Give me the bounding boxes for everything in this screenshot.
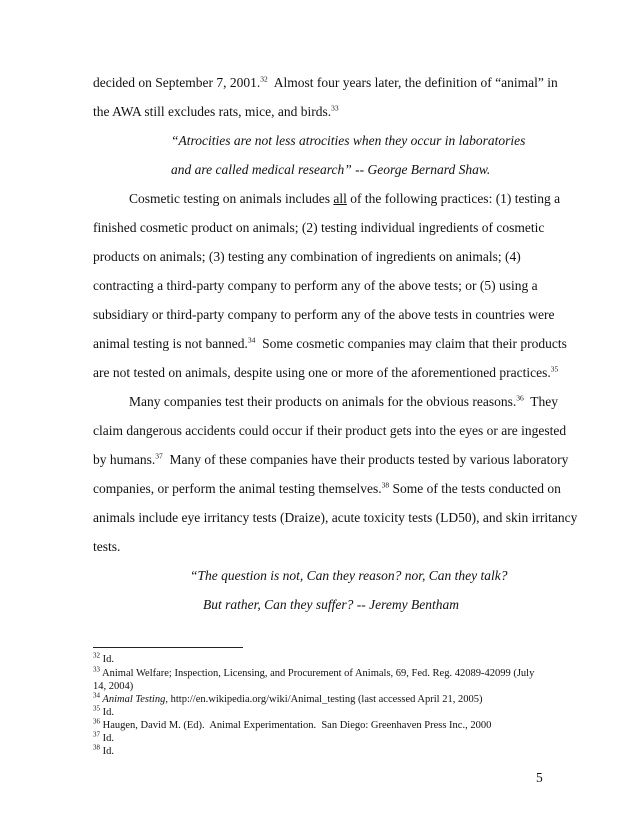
- footnote-number: 37: [93, 730, 100, 739]
- footnote-ref: 32: [260, 74, 268, 84]
- body-line: [93, 75, 558, 91]
- footnote-text: Id.: [100, 654, 114, 665]
- footnote-separator: [93, 647, 243, 648]
- footnote-ref: 36: [516, 393, 524, 403]
- body-line: [129, 394, 558, 410]
- footnote: [93, 717, 492, 732]
- footnote: [93, 651, 114, 666]
- epigraph-line: and are called medical research” -- George Bernard Shaw.: [171, 162, 491, 177]
- epigraph-line: But rather, Can they suffer? -- Jeremy Bentham: [203, 597, 459, 612]
- footnote-number: 35: [93, 704, 100, 713]
- text: Some cosmetic companies may claim that their products: [255, 336, 567, 351]
- epigraph-line: “Atrocities are not less atrocities when they occur in laboratories: [171, 133, 526, 148]
- footnote-number: 34: [93, 691, 100, 700]
- footnote-text: , http://en.wikipedia.org/wiki/Animal_testing (last accessed April 21, 2005): [165, 694, 483, 705]
- text: Almost four years later, the definition of “animal” in: [267, 75, 558, 90]
- footnote-ref: 35: [550, 364, 559, 374]
- text: Many of these companies have their products tested by various laboratory: [162, 452, 569, 467]
- body-line: finished cosmetic product on animals; (2) testing individual ingredients of cosmetic: [93, 220, 545, 235]
- footnote-text: Id.: [100, 746, 114, 757]
- footnote-ref: 34: [247, 335, 256, 345]
- body-line: [93, 365, 558, 381]
- text: of the following practices: (1) testing a: [346, 191, 561, 206]
- footnote-text: Animal Welfare; Inspection, Licensing, and Procurement of Animals, 69, Fed. Reg. 42089-42099 (July: [100, 668, 535, 679]
- text: They: [523, 394, 559, 409]
- emphasis-text: all: [333, 191, 347, 206]
- text: Many companies test their products on animals for the obvious reasons.: [129, 394, 517, 409]
- text: Cosmetic testing on animals includes: [129, 191, 334, 206]
- footnote-ref: 33: [331, 103, 339, 113]
- text: Some of the tests conducted on: [389, 481, 561, 496]
- text: companies, or perform the animal testing themselves.: [93, 481, 382, 496]
- text: decided on September 7, 2001.: [93, 75, 261, 90]
- epigraph-line: “The question is not, Can they reason? nor, Can they talk?: [190, 568, 508, 583]
- footnote: [93, 691, 483, 706]
- footnote-text: Id.: [100, 733, 114, 744]
- text: animal testing is not banned.: [93, 336, 248, 351]
- body-line: [93, 481, 561, 497]
- footnote-number: 32: [93, 651, 100, 660]
- body-line: [93, 104, 339, 120]
- body-line: claim dangerous accidents could occur if their product gets into the eyes or are ingested: [93, 423, 567, 438]
- footnote: [93, 743, 114, 758]
- text: by humans.: [93, 452, 156, 467]
- footnote-title: Animal Testing: [100, 694, 166, 705]
- footnote-continuation: 14, 2004): [93, 681, 134, 692]
- text: are not tested on animals, despite using one or more of the aforementioned practices.: [93, 365, 551, 380]
- body-line: contracting a third-party company to perform any of the above tests; or (5) using a: [93, 278, 538, 293]
- body-line: [93, 336, 567, 352]
- body-line: [129, 191, 560, 207]
- text: the AWA still excludes rats, mice, and birds.: [93, 104, 332, 119]
- footnote-number: 33: [93, 665, 100, 674]
- page-number: 5: [536, 770, 543, 785]
- footnote-text: Id.: [100, 707, 114, 718]
- footnote-text: Haugen, David M. (Ed). Animal Experimentation. San Diego: Greenhaven Press Inc., 2000: [100, 720, 492, 731]
- body-line: [93, 452, 568, 468]
- footnote-number: 36: [93, 717, 100, 726]
- body-line: tests.: [93, 539, 121, 554]
- body-line: products on animals; (3) testing any combination of ingredients on animals; (4): [93, 249, 521, 264]
- footnote-ref: 38: [381, 480, 390, 490]
- body-line: animals include eye irritancy tests (Draize), acute toxicity tests (LD50), and skin irritancy: [93, 510, 578, 525]
- footnote: [93, 665, 535, 680]
- footnote-number: 38: [93, 743, 100, 752]
- footnote-ref: 37: [155, 451, 163, 461]
- body-line: subsidiary or third-party company to perform any of the above tests in countries were: [93, 307, 555, 322]
